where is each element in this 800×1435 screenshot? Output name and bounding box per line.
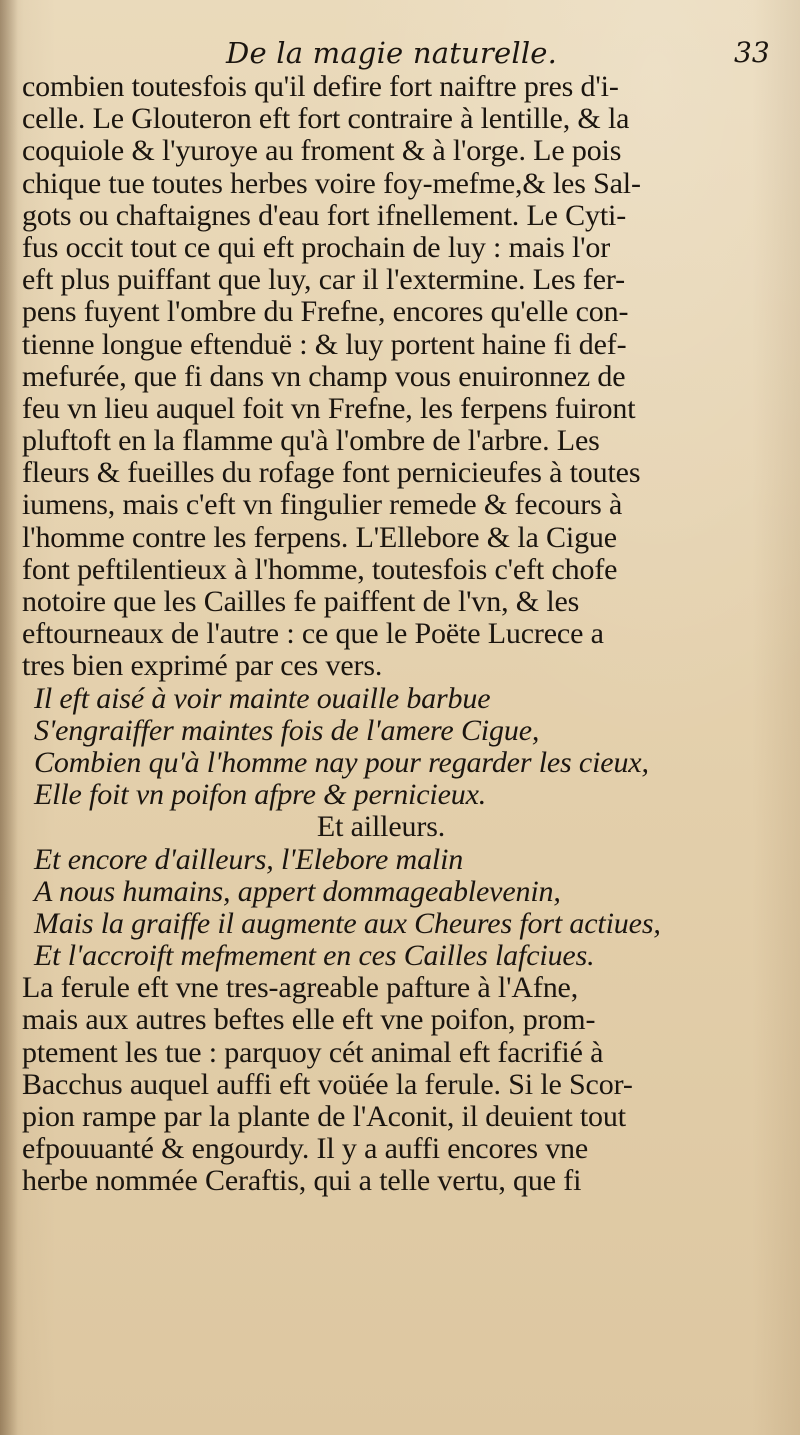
page-header (0, 10, 800, 70)
text-line: iumens, mais c'eft vn fingulier remede & fecours à (22, 488, 623, 522)
text-line: herbe nommée Ceraftis, qui a telle vertu, que fi (22, 1164, 582, 1198)
verse-line: Elle foit vn poifon afpre & pernicieux. (34, 778, 487, 812)
text-line: font peftilentieux à l'homme, toutesfois c'eft chofe (22, 552, 618, 586)
verse-line: Et l'accroift mefmement en ces Cailles lafciues. (34, 939, 595, 973)
text-line: tres bien exprimé par ces vers. (22, 649, 383, 683)
text-line: pens fuyent l'ombre du Frefne, encores qu'elle con- (22, 295, 629, 329)
text-line: chique tue toutes herbes voire foy-mefme,& les Sal- (22, 166, 641, 200)
text-line: Bacchus auquel auffi eft voüée la ferule. Si le Scor- (22, 1067, 633, 1101)
section-cue: Et ailleurs. (316, 810, 446, 844)
text-line: coquiole & l'yuroye au froment & à l'orge. Le pois (22, 134, 622, 168)
text-line: fleurs & fueilles du rofage font pernicieufes à toutes (22, 456, 641, 490)
text-line: gots ou chaftaignes d'eau fort ifnellement. Le Cyti- (22, 198, 627, 232)
text-line: tienne longue eftenduë : & luy portent haine fi def- (22, 327, 627, 361)
page-number: 33 (734, 36, 770, 69)
verse-line: S'engraiffer maintes fois de l'amere Cigue, (34, 713, 540, 747)
verse-line: Il eft aisé à voir mainte ouaille barbue (34, 681, 491, 715)
lower-blank-margin (0, 1085, 800, 1435)
verse-line: A nous humains, appert dommageablevenin, (34, 874, 561, 908)
verse-line: Et encore d'ailleurs, l'Elebore malin (34, 842, 464, 876)
text-line: mefurée, que fi dans vn champ vous enuironnez de (22, 359, 626, 393)
verse-line: Combien qu'à l'homme nay pour regarder les cieux, (34, 745, 649, 779)
text-line: pion rampe par la plante de l'Aconit, il deuient tout (22, 1100, 626, 1133)
text-line: combien toutesfois qu'il defire fort naiftre pres d'i- (22, 70, 619, 103)
text-line: eft plus puiffant que luy, car il l'extermine. Les fer- (22, 263, 626, 297)
text-line: celle. Le Glouteron eft fort contraire à lentille, & la (22, 102, 630, 136)
text-line: pluftoft en la flamme qu'à l'ombre de l'arbre. Les (22, 424, 600, 458)
text-line: feu vn lieu auquel foit vn Frefne, les ferpens fuiront (22, 391, 636, 425)
body-text (22, 71, 800, 1198)
text-line: notoire que les Cailles fe paiffent de l'vn, & les (22, 585, 580, 618)
text-line: ptement les tue : parquoy cét animal eft facrifié à (22, 1035, 604, 1069)
running-title: De la magie naturelle. (226, 36, 558, 70)
text-line: mais aux autres beftes elle eft vne poifon, prom- (22, 1003, 596, 1037)
text-line: l'homme contre les ferpens. L'Ellebore & la Cigue (22, 520, 617, 554)
text-line: La ferule eft vne tres-agreable pafture à l'Afne, (22, 971, 579, 1005)
text-line: eftourneaux de l'autre : ce que le Poëte Lucrece a (22, 617, 604, 651)
verse-line: Mais la graiffe il augmente aux Cheures fort actiues, (34, 906, 661, 940)
text-line: fus occit tout ce qui eft prochain de luy : mais l'or (22, 230, 611, 264)
text-line: efpouuanté & engourdy. Il y a auffi encores vne (22, 1132, 589, 1166)
